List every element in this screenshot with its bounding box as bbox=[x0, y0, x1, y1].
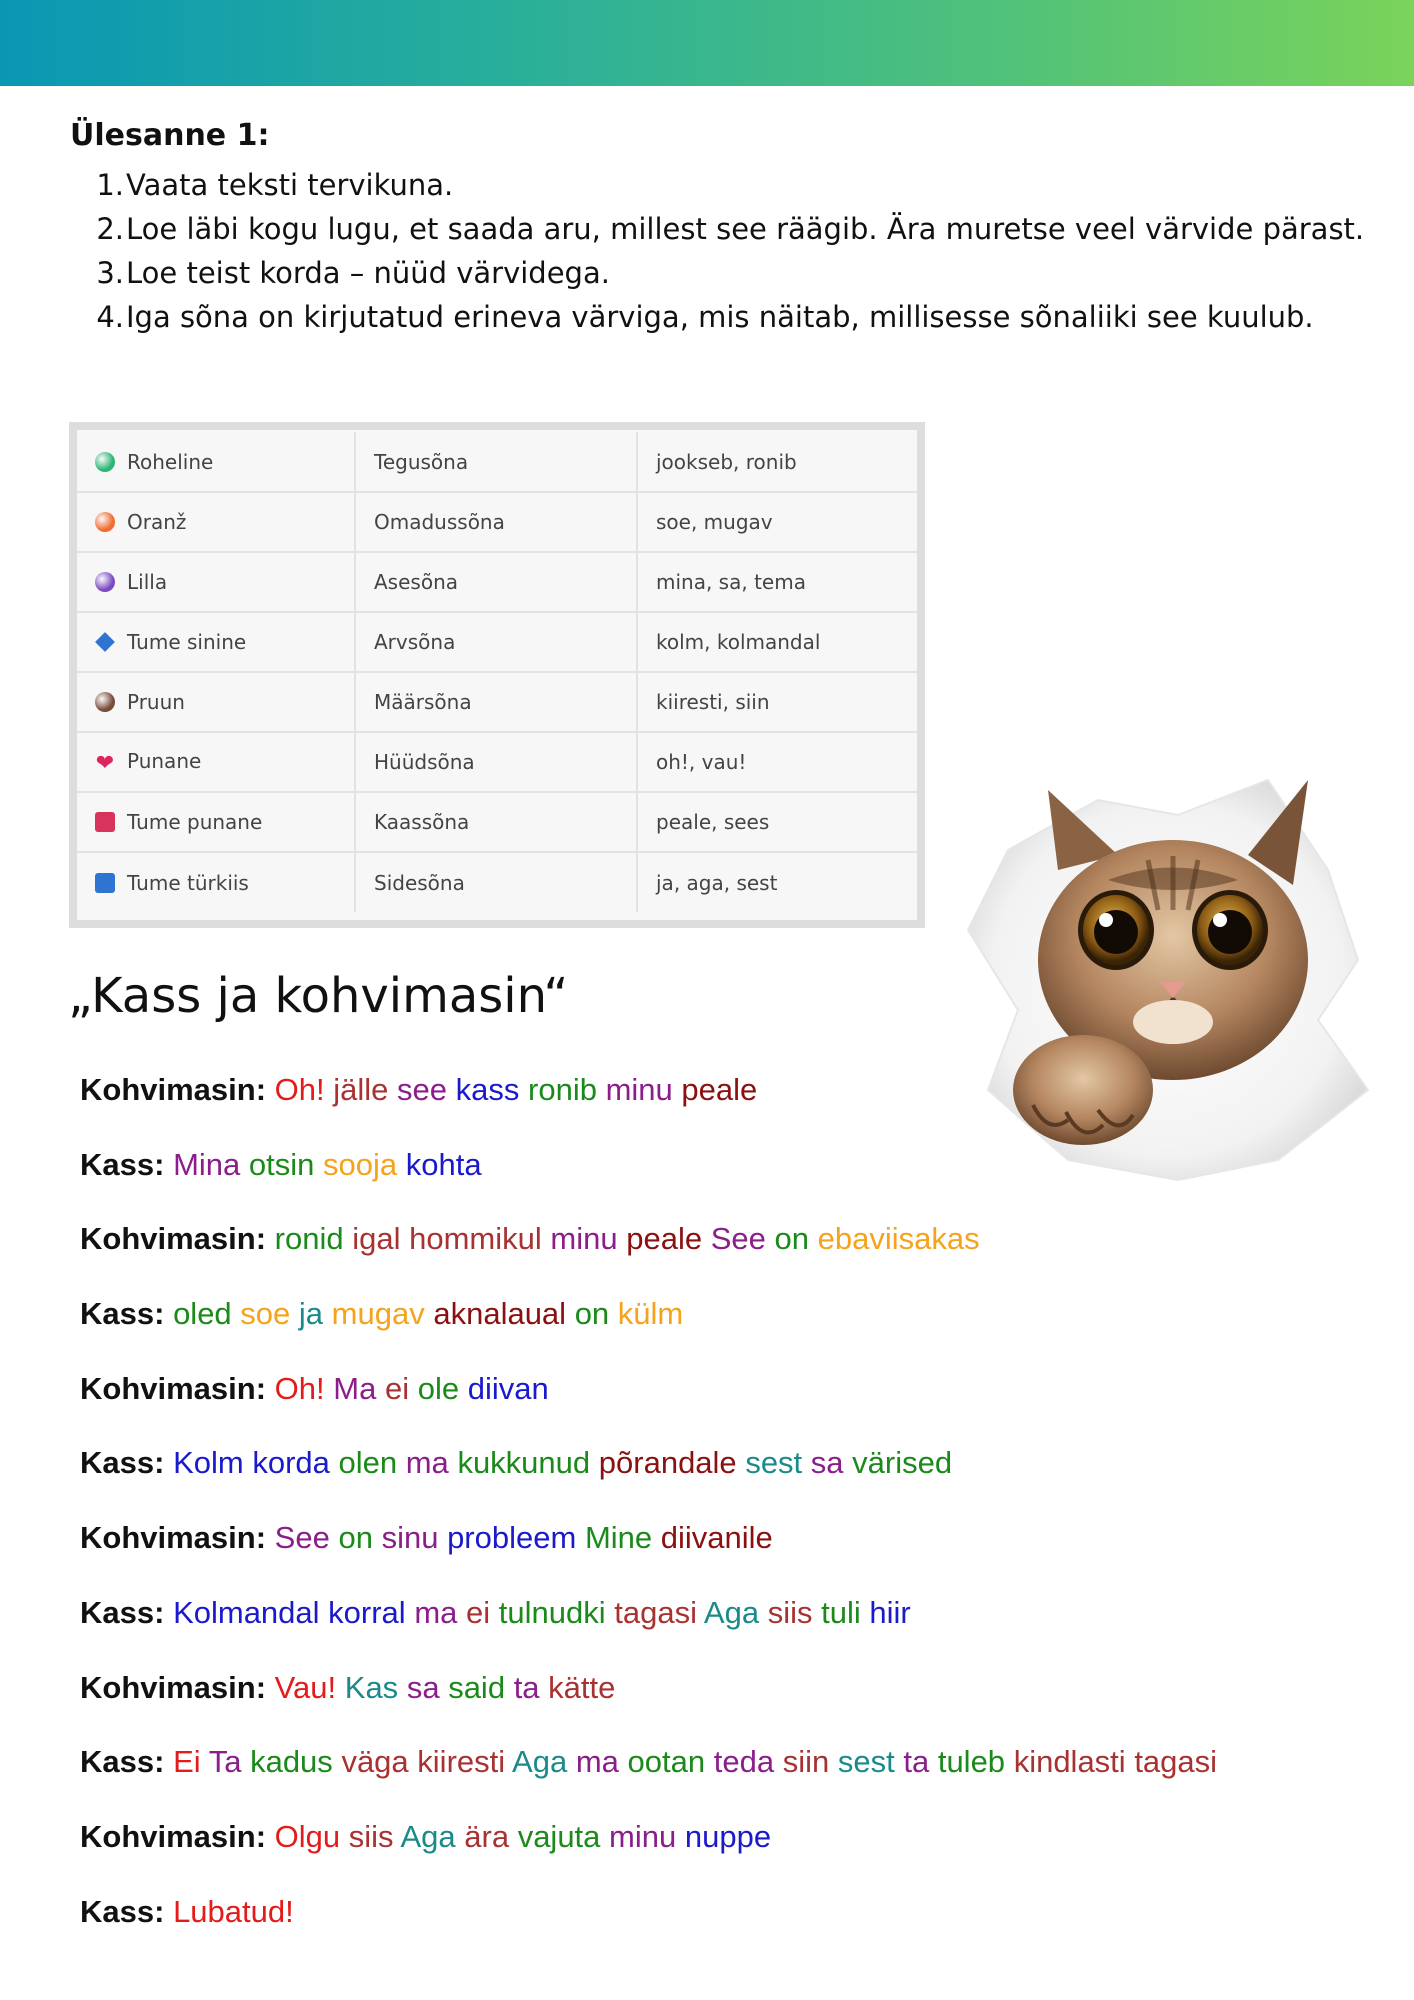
legend-color-name: Tume sinine bbox=[127, 630, 247, 654]
dialogue-word: Lubatud! bbox=[173, 1893, 294, 1929]
legend-word-class: Tegusõna bbox=[355, 432, 637, 492]
legend-color-name: Tume türkiis bbox=[127, 870, 249, 895]
dialogue-word: kiiresti bbox=[417, 1744, 506, 1780]
legend-color-name: Lilla bbox=[127, 570, 168, 594]
task-step-text: Iga sõna on kirjutatud erineva värviga, mis näitab, millisesse sõnaliiki see kuulub. bbox=[126, 300, 1314, 334]
dialogue-line bbox=[80, 1433, 1380, 1508]
legend-color-name: Oranž bbox=[127, 510, 187, 534]
dialogue-speaker: Kass: bbox=[80, 1445, 165, 1481]
dialogue-word: Kolmandal bbox=[173, 1594, 320, 1630]
dialogue-speaker: Kass: bbox=[80, 1594, 165, 1630]
dialogue-word: diivan bbox=[467, 1370, 549, 1406]
dialogue-word: Mina bbox=[173, 1146, 241, 1182]
dialogue-word: Olgu bbox=[274, 1818, 341, 1854]
legend-table bbox=[77, 432, 917, 912]
blue-diamond-icon bbox=[95, 632, 115, 652]
task-step bbox=[70, 251, 1370, 295]
dialogue-word: ma bbox=[575, 1744, 619, 1780]
legend-row bbox=[77, 612, 917, 672]
dialogue-word: ma bbox=[405, 1445, 449, 1481]
legend-color-cell bbox=[77, 792, 355, 852]
dialogue-word: ta bbox=[513, 1669, 540, 1705]
dialogue-speaker: Kohvimasin: bbox=[80, 1818, 267, 1854]
dialogue-speaker: Kass: bbox=[80, 1893, 165, 1929]
dialogue-word: ronib bbox=[528, 1072, 597, 1107]
task-step-number: 3. bbox=[96, 256, 124, 290]
legend-examples: peale, sees bbox=[637, 792, 917, 852]
dialogue-word: kätte bbox=[548, 1669, 616, 1705]
dialogue-word: oled bbox=[173, 1296, 232, 1332]
legend-word-class: Kaassõna bbox=[355, 792, 637, 852]
legend-word-class: Arvsõna bbox=[355, 612, 637, 672]
purple-circle-icon bbox=[95, 572, 115, 592]
dialogue-word: aknalaual bbox=[433, 1296, 567, 1332]
dialogue-word: mugav bbox=[331, 1296, 425, 1332]
dialogue-line bbox=[80, 1359, 1380, 1434]
legend-color-cell bbox=[77, 552, 355, 612]
dialogue-word: Ei bbox=[173, 1744, 201, 1780]
dialogue-word: said bbox=[448, 1669, 506, 1705]
legend-examples: mina, sa, tema bbox=[637, 552, 917, 612]
dialogue-word: kadus bbox=[250, 1744, 333, 1780]
story-title: „Kass ja kohvimasin“ bbox=[68, 968, 569, 1024]
dialogue-word: peale bbox=[681, 1072, 758, 1107]
legend-word-class: Asesõna bbox=[355, 552, 637, 612]
dialogue-word: tulnudki bbox=[498, 1594, 606, 1630]
legend-color-cell bbox=[77, 492, 355, 552]
dialogue-word: siis bbox=[767, 1594, 813, 1630]
dialogue-word: jälle bbox=[333, 1072, 389, 1107]
dialogue-speaker: Kohvimasin: bbox=[80, 1669, 267, 1705]
dialogue-word: ronid bbox=[274, 1221, 344, 1257]
dialogue-word: Kolm bbox=[173, 1445, 244, 1481]
dialogue-word: tagasi bbox=[614, 1594, 697, 1630]
dialogue-word: probleem bbox=[447, 1520, 577, 1556]
dialogue-word: korral bbox=[328, 1594, 406, 1630]
dialogue-word: kukkunud bbox=[457, 1445, 591, 1481]
legend-examples: oh!, vau! bbox=[637, 732, 917, 792]
legend-examples: ja, aga, sest bbox=[656, 870, 778, 895]
legend-word-class: Määrsõna bbox=[355, 672, 637, 732]
dialogue-word: Oh! bbox=[274, 1072, 325, 1107]
dialogue-word: korda bbox=[252, 1445, 330, 1481]
legend-color-cell bbox=[77, 432, 355, 492]
dialogue-word: vajuta bbox=[517, 1818, 601, 1854]
dialogue-word: ära bbox=[464, 1818, 510, 1854]
dialogue-word: ma bbox=[414, 1594, 458, 1630]
dialogue-word: sest bbox=[745, 1445, 803, 1481]
task-step-number: 2. bbox=[96, 212, 124, 246]
dialogue-line bbox=[80, 1732, 1380, 1807]
dialogue-word: Vau! bbox=[274, 1669, 337, 1705]
task-steps bbox=[70, 163, 1370, 339]
legend-row bbox=[77, 792, 917, 852]
dialogue-word: ei bbox=[466, 1594, 491, 1630]
legend-word-class: Sidesõna bbox=[355, 852, 637, 912]
dialogue-word: ja bbox=[298, 1296, 324, 1332]
dialogue-word: Aga bbox=[703, 1594, 760, 1630]
dialogue-word: minu bbox=[605, 1072, 673, 1107]
legend-examples: kiiresti, siin bbox=[637, 672, 917, 732]
brown-circle-icon bbox=[95, 692, 115, 712]
dialogue-word: see bbox=[397, 1072, 448, 1107]
legend-word-class: Hüüdsõna bbox=[355, 732, 637, 792]
dialogue-speaker: Kohvimasin: bbox=[80, 1520, 267, 1556]
task-title: Ülesanne 1: bbox=[70, 118, 270, 153]
legend-examples: soe, mugav bbox=[637, 492, 917, 552]
legend-color-cell bbox=[77, 852, 355, 912]
task-step bbox=[70, 295, 1370, 339]
legend-color-cell bbox=[77, 612, 355, 672]
dialogue-word: sa bbox=[406, 1669, 440, 1705]
dialogue-word: minu bbox=[609, 1818, 677, 1854]
dialogue-word: tagasi bbox=[1134, 1744, 1218, 1780]
legend-row bbox=[77, 492, 917, 552]
dialogue-word: on bbox=[338, 1520, 373, 1556]
legend-color-name: Roheline bbox=[127, 449, 214, 474]
dialogue-line bbox=[80, 1583, 1380, 1658]
dialogue-speaker: Kohvimasin: bbox=[80, 1072, 267, 1107]
dialogue-word: tuleb bbox=[937, 1744, 1006, 1780]
dialogue-line bbox=[80, 1807, 1380, 1882]
dialogue-line bbox=[80, 1882, 1380, 1957]
task-step bbox=[70, 207, 1370, 251]
task-step-number: 4. bbox=[96, 300, 124, 334]
dialogue-word: teda bbox=[713, 1744, 775, 1780]
dialogue-word: minu bbox=[550, 1221, 618, 1257]
legend-examples: kolm, kolmandal bbox=[637, 612, 917, 672]
legend-color-name: Punane bbox=[127, 748, 202, 773]
cat-peeking-image bbox=[948, 760, 1378, 1190]
dialogue-word: See bbox=[274, 1520, 330, 1556]
legend-row bbox=[77, 552, 917, 612]
green-circle-icon bbox=[95, 452, 115, 472]
legend-row bbox=[77, 432, 917, 492]
dialogue-word: kohta bbox=[405, 1146, 482, 1182]
legend-color-name: Tume punane bbox=[127, 810, 263, 834]
dialogue-word: diivanile bbox=[660, 1520, 773, 1556]
dialogue-word: kass bbox=[455, 1072, 520, 1107]
blue-square-icon bbox=[95, 873, 115, 893]
dialogue-word: siis bbox=[348, 1818, 394, 1854]
dialogue-word: See bbox=[710, 1221, 766, 1257]
legend-color-cell bbox=[77, 672, 355, 732]
dialogue-word: ei bbox=[384, 1370, 410, 1406]
dialogue-speaker: Kass: bbox=[80, 1146, 165, 1182]
dialogue-speaker: Kohvimasin: bbox=[80, 1221, 267, 1257]
dialogue-line bbox=[80, 1284, 1380, 1359]
dialogue-word: ta bbox=[903, 1744, 930, 1780]
dialogue-word: hommikul bbox=[409, 1221, 542, 1257]
story-dialogue bbox=[80, 1060, 1380, 1956]
dialogue-word: igal bbox=[352, 1221, 401, 1257]
dialogue-speaker: Kohvimasin: bbox=[80, 1370, 267, 1406]
dialogue-word: ole bbox=[417, 1370, 460, 1406]
task-step bbox=[70, 163, 1370, 207]
dialogue-word: sest bbox=[837, 1744, 895, 1780]
dialogue-speaker: Kass: bbox=[80, 1296, 165, 1332]
orange-circle-icon bbox=[95, 512, 115, 532]
legend-row bbox=[77, 732, 917, 792]
dialogue-line bbox=[80, 1658, 1380, 1733]
dialogue-word: Mine bbox=[584, 1520, 653, 1556]
dialogue-speaker: Kass: bbox=[80, 1744, 165, 1780]
dialogue-word: ootan bbox=[627, 1744, 706, 1780]
task-step-number: 1. bbox=[96, 168, 124, 202]
dialogue-word: hiir bbox=[869, 1594, 911, 1630]
dialogue-word: sooja bbox=[323, 1146, 398, 1182]
legend-row bbox=[77, 852, 917, 912]
dialogue-word: sa bbox=[810, 1445, 844, 1481]
dialogue-word: väga bbox=[341, 1744, 409, 1780]
dialogue-word: Kas bbox=[344, 1669, 399, 1705]
task-step-text: Loe läbi kogu lugu, et saada aru, millest see räägib. Ära muretse veel värvide pärast. bbox=[126, 212, 1365, 246]
dialogue-word: tuli bbox=[821, 1594, 861, 1630]
dialogue-line bbox=[80, 1209, 1380, 1284]
dialogue-word: on bbox=[574, 1296, 610, 1332]
dialogue-line bbox=[80, 1508, 1380, 1583]
dark-red-square-icon bbox=[95, 812, 115, 832]
legend-color-cell bbox=[77, 732, 355, 792]
dialogue-word: Oh! bbox=[274, 1370, 325, 1406]
dialogue-word: põrandale bbox=[598, 1445, 737, 1481]
task-step-text: Vaata teksti tervikuna. bbox=[126, 168, 454, 202]
dialogue-word: siin bbox=[782, 1744, 830, 1780]
dialogue-word: külm bbox=[617, 1296, 684, 1332]
red-heart-icon: ❤ bbox=[95, 750, 115, 776]
word-class-legend bbox=[69, 422, 925, 928]
dialogue-word: Aga bbox=[400, 1818, 456, 1854]
legend-word-class: Omadussõna bbox=[355, 492, 637, 552]
dialogue-word: värised bbox=[852, 1445, 953, 1481]
header-gradient-bar bbox=[0, 0, 1414, 86]
dialogue-word: otsin bbox=[248, 1146, 315, 1182]
dialogue-word: peale bbox=[626, 1221, 703, 1257]
dialogue-word: Ma bbox=[333, 1370, 377, 1406]
dialogue-word: nuppe bbox=[684, 1818, 772, 1854]
task-step-text: Loe teist korda – nüüd värvidega. bbox=[126, 256, 610, 290]
dialogue-word: soe bbox=[240, 1296, 291, 1332]
dialogue-word: on bbox=[774, 1221, 809, 1257]
legend-row bbox=[77, 672, 917, 732]
dialogue-word: olen bbox=[338, 1445, 398, 1481]
legend-examples: jookseb, ronib bbox=[637, 432, 917, 492]
dialogue-word: Ta bbox=[208, 1744, 242, 1780]
dialogue-word: Aga bbox=[512, 1744, 568, 1780]
legend-color-name: Pruun bbox=[127, 690, 185, 714]
dialogue-word: kindlasti bbox=[1013, 1744, 1126, 1780]
dialogue-word: ebaviisakas bbox=[817, 1221, 980, 1257]
dialogue-word: sinu bbox=[381, 1520, 439, 1556]
